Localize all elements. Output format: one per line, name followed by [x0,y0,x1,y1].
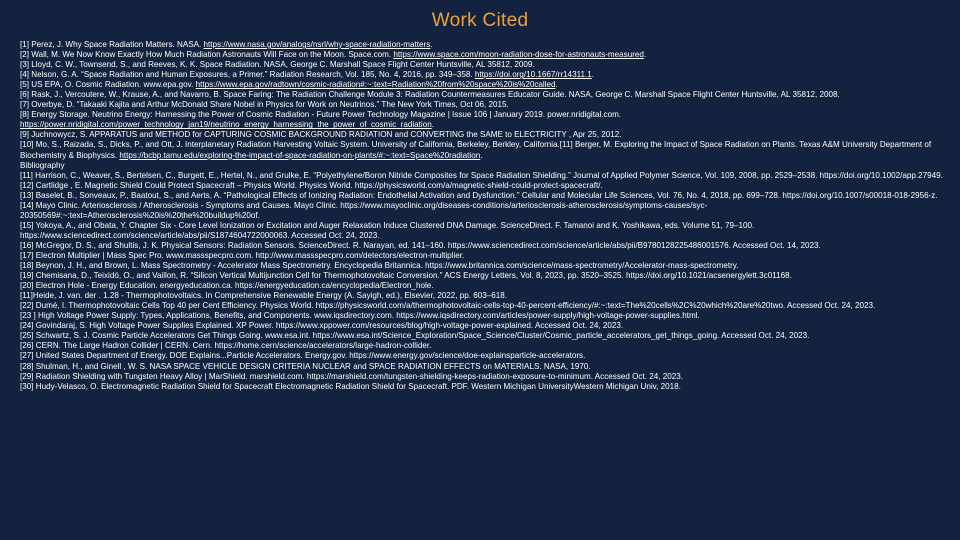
reference-text: [8] Energy Storage. Neutrino Energy: Harnessing the Power of Cosmic Radiation - Future Power Technology Magazine | Issue 106 | January 2019. power.nridigital.com. [20,110,624,120]
reference-item [20,301,945,311]
reference-link[interactable]: https://www.space.com/moon-radiation-dose-for-astronauts-measured [393,50,644,60]
reference-text: [6] Rask, J., Vercoutere, W., Krause, A., and Navarro, B. Space Faring: The Radiation Challenge Module 3: Radiation Countermeasures Educator Guide. NASA, George C. Marshall Space Flight Center Huntsville, AL 35812, 2008. [20,90,840,100]
reference-item [20,50,945,60]
reference-item [20,60,945,70]
reference-text: [17] Electron Multiplier | Mass Spec Pro. www.massspecpro.com. http://www.massspecpro.com/detectors/electron-multiplier. [20,250,465,260]
reference-item [20,281,945,291]
reference-item [20,100,945,110]
reference-text: [27] United States Department of Energy. DOE Explains...Particle Accelerators. Energy.gov. https://www.energy.gov/science/doe-explainsparticle-accelerators. [20,351,586,361]
reference-item [20,311,945,321]
reference-text: [20] Electron Hole - Energy Education. energyeducation.ca. https://energyeducation.ca/encyclopedia/Electron_hole. [20,281,434,291]
reference-item [20,321,945,331]
reference-text: [15] Yokoya, A., and Obata, Y. Chapter Six - Core Level Ionization or Excitation and Auger Relaxation Induce Clustered DNA Damage. ScienceDirect. F. Tamanoi and K. Yoshikawa, eds. Volume 51, 79–100. https://www.sciencedirect.com/science/article/abs/pii/S1874604722000063. Accessed Oct. 24, 2023. [20,220,757,240]
reference-item [20,130,945,140]
reference-text: [4] Nelson, G. A. “Space Radiation and Human Exposures, a Primer.” Radiation Research, Vol. 185, No. 4, 2016, pp. 349–358. [20,70,475,80]
reference-text: Bibliography [20,160,65,170]
reference-item [20,251,945,261]
reference-item [20,80,945,90]
reference-item [20,140,945,160]
reference-text: [25] Schwartz, S. J. Cosmic Particle Accelerators Get Things Going. www.esa.int. https://www.esa.int/Science_Exploration/Space_Science/Cluster/Cosmic_particle_accelerators_get_things_going. Accessed Oct. 24, 2023. [20,331,810,341]
reference-text: [10] Mo, S., Raizada, S., Dicks, P., and Ott, J. Interplanetary Radiation Harvesting Voltaic System. University of California, Berkeley, Berkley, California.[11] Berger, M. Exploring the Impact of Space Radiation on Plants. Texas A&M University Department of Biochemistry & Biophysics. [20,140,934,160]
reference-text: [19] Chemisana, D., Teixidó, O., and Vaillon, R. “Silicon Vertical Multijunction Cell for Thermophotovoltaic Conversion.” ACS Energy Letters, Vol. 8, 2023, pp. 3520–3525. https://doi.org/10.1021/acsenergylett.3c01168. [20,271,792,281]
reference-link[interactable]: https://www.epa.gov/radtown/cosmic-radiation#:~:text=Radiation%20from%20space%20is%20called [195,80,556,90]
reference-trailing-punctuation: . [431,120,434,130]
reference-link[interactable]: https://bcbp.tamu.edu/exploring-the-impact-of-space-radiation-on-plants/#:~:text=Space%20radiation [119,150,481,160]
reference-link[interactable]: https://power.nridigital.com/power_technology_jan19/neutrino_energy_harnessing_the_power_of_cosmic_radiation [20,120,432,130]
reference-item [20,70,945,80]
reference-item [20,171,945,181]
reference-text: [5] US EPA, O. Cosmic Radiation. www.epa.gov. [20,80,196,90]
reference-trailing-punctuation: . [555,80,558,90]
reference-text: [1] Perez, J. Why Space Radiation Matters. NASA. [20,40,204,49]
reference-text: [9] Juchnowycz, S. APPARATUS and METHOD for CAPTURING COSMIC BACKGROUND RADIATION and CONVERTING the SAME to ELECTRICITY , Apr 25, 2012. [20,130,622,140]
reference-item [20,362,945,372]
reference-item [20,181,945,191]
reference-item [20,40,945,50]
reference-text: [30] Hudy-Velasco, O. Electromagnetic Radiation Shield for Spacecraft Electromagnetic Radiation Shield for Spacecraft. PDF. Western Michigan UniversityWestern Michigan Univ, 2018. [20,381,681,391]
bibliography-heading [20,161,945,171]
reference-item [20,261,945,271]
reference-text: [18] Beynon, J. H., and Brown, L. Mass Spectrometry - Accelerator Mass Spectrometry. Encyclopedia Britannica. https://www.britannica.com/science/mass-spectrometry/Accelerator-mass-spectrometry. [20,261,739,271]
reference-trailing-punctuation: . [430,40,433,49]
reference-item [20,291,945,301]
reference-text: [11] Harrison, C., Weaver, S., Bertelsen, C., Burgett, E., Hertel, N., and Grulke, E. “Polyethylene/Boron Nitride Composites for Space Radiation Shielding.” Journal of Applied Polymer Science, Vol. 109, 2008, pp. 2529–2538. https://doi.org/10.1002/app.27949. [20,170,943,180]
reference-trailing-punctuation: . [591,70,594,80]
reference-item [20,191,945,201]
reference-text: [16] McGregor, D. S., and Shultis, J. K. Physical Sensors: Radiation Sensors. ScienceDirect. R. Narayan, ed. 141–160. https://www.sciencedirect.com/science/article/abs/pii/B9780128225486001576. Accessed Oct. 14, 2023. [20,240,821,250]
reference-item [20,90,945,100]
reference-item [20,271,945,281]
reference-item [20,201,945,221]
reference-link[interactable]: https://doi.org/10.1667/rr14311.1 [474,70,592,80]
reference-trailing-punctuation: . [643,50,647,60]
reference-text: [28] Shulman, H., and Ginell , W. S. NASA SPACE VEHICLE DESIGN CRITERIA NUCLEAR and SPACE RADIATION EFFECTS on MATERIALS. NASA, 1970. [20,361,591,371]
reference-text: [24] Govindaraj, S. High Voltage Power Supplies Explained. XP Power. https://www.xppower.com/resources/blog/high-voltage-power-explained. Accessed Oct. 24, 2023. [20,321,624,331]
reference-item [20,351,945,361]
reference-text: [7] Overbye, D. “Takaaki Kajita and Arthur McDonald Share Nobel in Physics for Work on Neutrinos.” The New York Times, Oct 06, 2015. [20,100,509,110]
reference-link[interactable]: https://www.nasa.gov/analogs/nsrl/why-space-radiation-matters [203,40,431,49]
reference-text: [26] CERN. The Large Hadron Collider | CERN. Cern. https://home.cern/science/accelerators/large-hadron-collider. [20,341,432,351]
reference-item [20,372,945,382]
reference-text: [2] Wall, M. We Now Know Exactly How Much Radiation Astronauts Will Face on the Moon. Space.com. [20,50,394,60]
reference-text: [11]Heide, J. van. der . 1.28 - Thermophotovoltaics. In Comprehensive Renewable Energy (A. Sayigh, ed.), Elsevier, 2022, pp. 603–618. [20,291,507,301]
reference-text: [22] Dumé, I. Thermophotovoltaic Cells Top 40 per Cent Efficiency. Physics World. https://physicsworld.com/a/thermophotovoltaic-cells-top-40-percent-efficiency/#:~:text=The%20cells%2C%20which%20are%20two. Accessed Oct. 24, 2023. [20,301,876,311]
reference-text: [12] Cartlidge , E. Magnetic Shield Could Protect Spacecraft – Physics World. Physics World. https://physicsworld.com/a/magnetic-shield-could-protect-spacecraft/. [20,180,603,190]
reference-list [20,40,945,392]
slide-title: Work Cited [431,10,529,31]
reference-item [20,341,945,351]
reference-text: [29] Radiation Shielding with Tungsten Heavy Alloy | MarShield. marshield.com. https://marshield.com/tungsten-shielding-keeps-radiation-exposure-to-minimum. Accessed Oct. 24, 2023. [20,371,683,381]
reference-item [20,221,945,241]
reference-item [20,241,945,251]
reference-text: [13] Baselet, B., Sonveaux, P., Baatout, S., and Aerts, A. “Pathological Effects of Ionizing Radiation: Endothelial Activation and Dysfunction.” Cellular and Molecular Life Sciences, Vol. 76, No. 4, 2018, pp. 699–728. https://doi.org/10.1007/s00018-018-2956-z. [20,190,938,200]
reference-item [20,382,945,392]
reference-text: [14] Mayo Clinic. Arteriosclerosis / Atherosclerosis - Symptoms and Causes. Mayo Clinic. https://www.mayoclinic.org/diseases-conditions/arteriosclerosis-atherosclerosis/symptoms-causes/syc-20350569#:~:text=Atherosclerosis%20is%20the%20buildup%20of. [20,200,708,220]
reference-item [20,331,945,341]
reference-item [20,110,945,130]
reference-text: [23 ] High Voltage Power Supply: Types, Applications, Benefits, and Components. www.iqsdirectory.com. https://www.iqsdirectory.com/articles/power-supply/high-voltage-power-supplies.html. [20,311,700,321]
reference-trailing-punctuation: . [480,150,483,160]
reference-text: [3] Lloyd, C. W., Townsend, S., and Reeves, K. K. Space Radiation. NASA, George C. Marshall Space Flight Center Huntsville, AL 35812, 2009. [20,60,535,70]
